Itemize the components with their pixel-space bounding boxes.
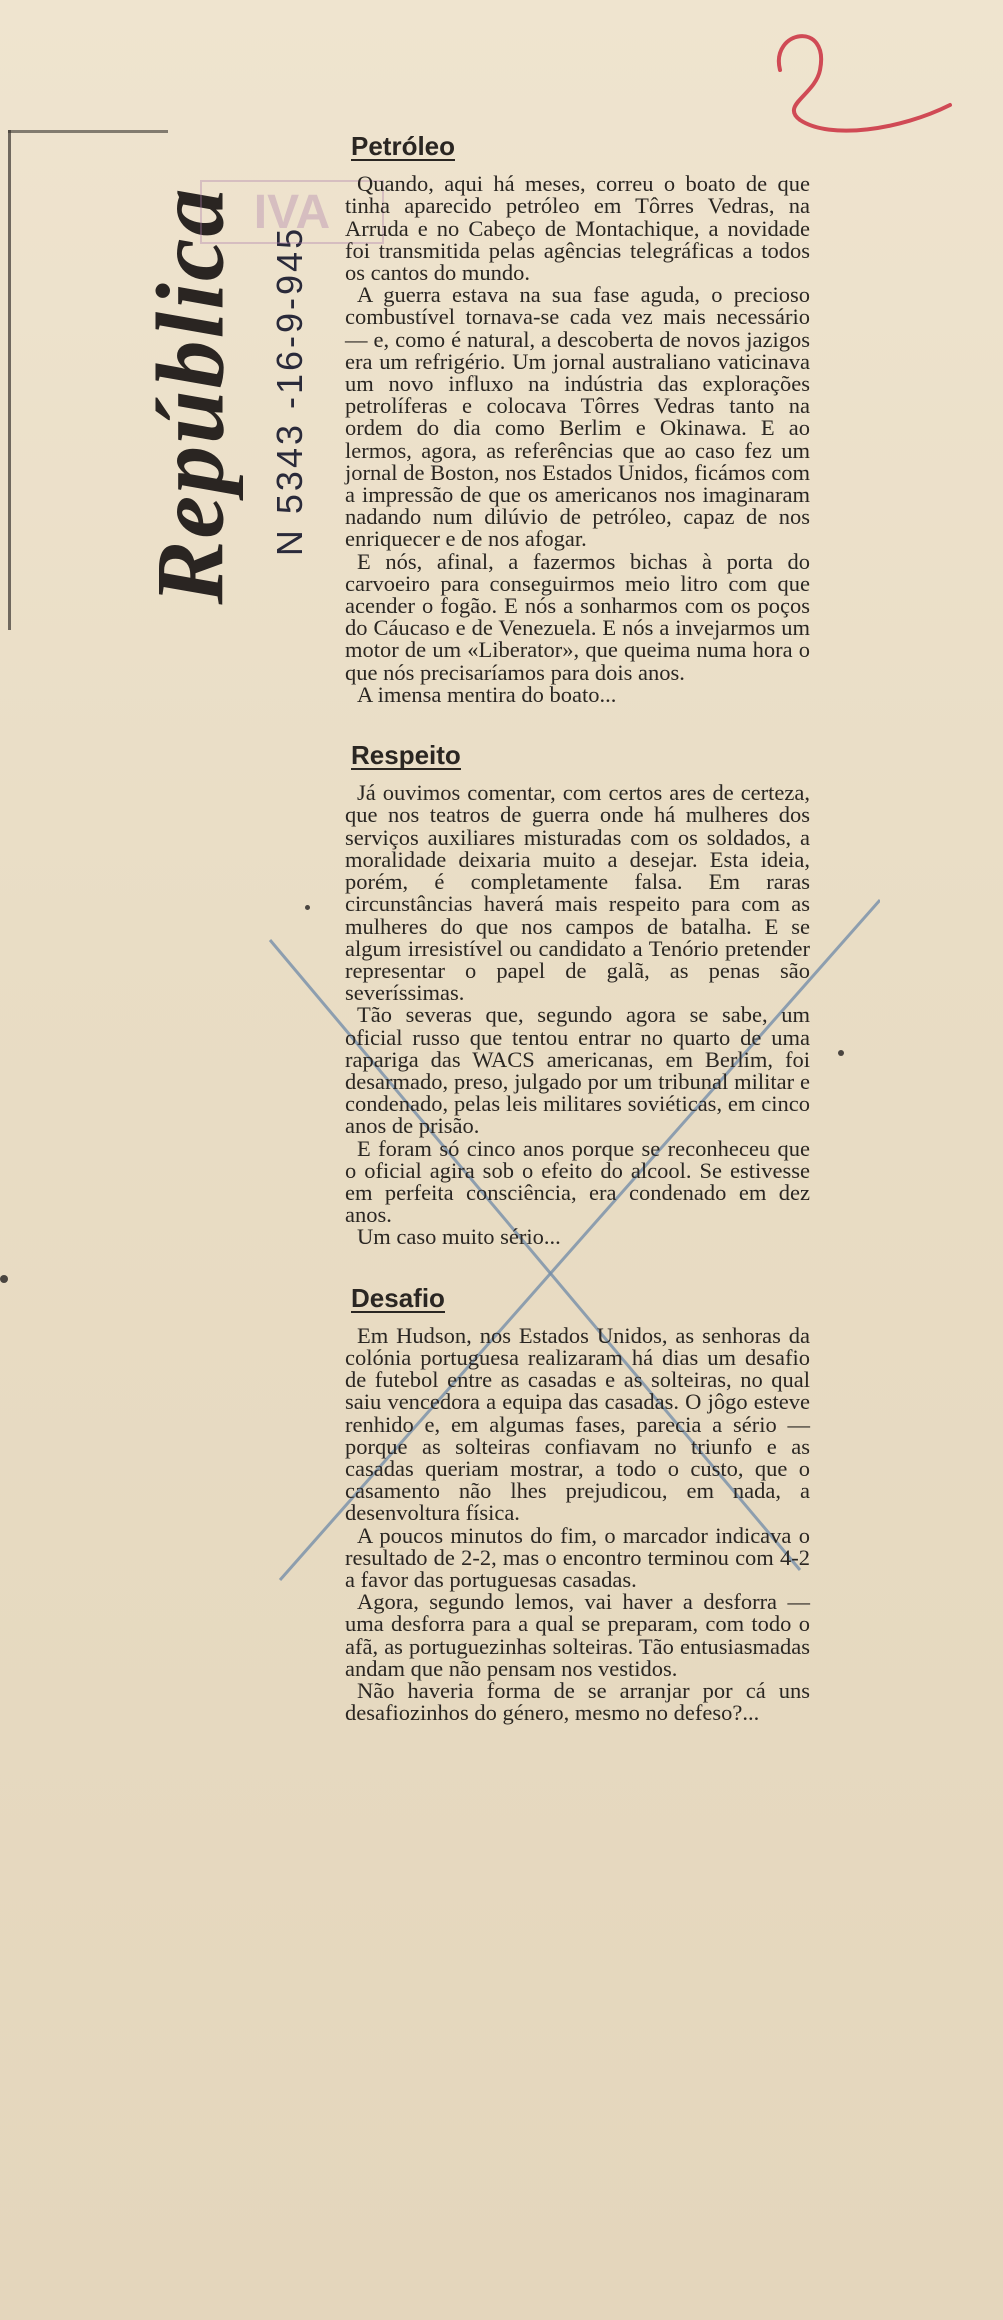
section-desafio [345,1282,810,1726]
paragraph: Tão severas que, segundo agora se sabe, um oficial russo que tentou entrar no quarto de uma rapariga das WACS americanas, em Berlim, foi desarmado, preso, julgado por um tribunal militar e condenado, pelas leis militares soviéticas, em cinco anos de prisão. [345,1002,810,1139]
ink-speck [838,1050,844,1056]
article-column [345,131,810,1762]
section-title: Desafio [351,1282,445,1313]
ink-speck [305,905,310,910]
faded-stamp: IVA [200,180,384,244]
paragraph: Já ouvimos comentar, com certos ares de certeza, que nos teatros de guerra onde há mulheres dos serviços auxiliares misturadas com os soldados, a moralidade deixaria muito a desejar. Esta ideia, porém, é completamente falsa. Em raras circunstâncias haverá mais respeito para com as mulheres do que nos campos de batalha. E se algum irresistível ou candidato a Tenório pretender representar o papel de galã, as penas são severíssimas. [345,780,810,1006]
paragraph: A poucos minutos do fim, o marcador indicava o resultado de 2-2, mas o encontro terminou com 4-2 a favor das portuguesas casadas. [345,1522,810,1592]
paragraph: A imensa mentira do boato... [357,681,617,707]
section-respeito [345,740,810,1250]
paragraph: Agora, segundo lemos, vai haver a desforra — uma desforra para a qual se preparam, com todo o afã, as portuguezinhas solteiras. Tão entusiasmadas andam que não pensam nos vestidos. [345,1589,810,1681]
paragraph: E foram só cinco anos porque se reconheceu que o oficial agira sob o efeito do alcool. Se estivesse em perfeita consciência, era condenado em dez anos. [345,1135,810,1228]
masthead-border-left [8,130,11,630]
paragraph: Quando, aqui há meses, correu o boato de que tinha aparecido petróleo em Tôrres Vedras, na Arruda e no Cabeço de Montachique, a novidade foi transmitida pelas agências telegráficas a todos os cantos do mundo. [345,171,810,286]
section-petroleo [345,131,810,707]
ink-speck [0,1275,8,1283]
paragraph: Não haveria forma de se arranjar por cá uns desafiozinhos do género, mesmo no defeso?... [345,1678,810,1726]
newspaper-masthead: República [136,186,244,605]
paragraph: A guerra estava na sua fase aguda, o precioso combustível tornava-se cada vez mais necessário — e, como é natural, a descoberta de novos jazigos era um refrigério. Um jornal australiano vaticinava um novo influxo na indústria das explorações petrolíferas e colocava Tôrres Vedras tanto na ordem do dia como Berlim e Okinawa. E ao lermos, agora, as referências que ao caso fez um jornal de Boston, nos Estados Unidos, ficámos com a impressão de que os americanos nos imaginaram nadando num dilúvio de petróleo, capaz de nos enriquecer e de nos afogar. [345,282,810,552]
masthead-border-top [8,130,168,133]
paragraph: Em Hudson, nos Estados Unidos, as senhoras da colónia portuguesa realizaram há dias um desafio de futebol entre as casadas e as solteiras, no qual saiu vencedora a equipa das casadas. O jôgo esteve renhido e, em algumas fases, parecia a sério — porque as solteiras confiavam no triunfo e as casadas queriam mostrar, a todo o custo, que o casamento não lhes prejudicou, em nada, a desenvoltura física. [345,1322,810,1526]
paragraph: E nós, afinal, a fazermos bichas à porta do carvoeiro para conseguirmos meio litro com que acender o fogão. E nós a sonharmos com os poços do Cáucaso e de Venezuela. E nós a invejarmos um motor de um «Liberator», que queima numa hora o que nós precisaríamos para dois anos. [345,548,810,685]
paragraph: Um caso muito sério... [357,1224,561,1250]
section-title: Respeito [351,740,461,771]
archive-reference-number: N 5343 -16-9-945 [269,225,310,557]
section-title: Petróleo [351,131,456,161]
